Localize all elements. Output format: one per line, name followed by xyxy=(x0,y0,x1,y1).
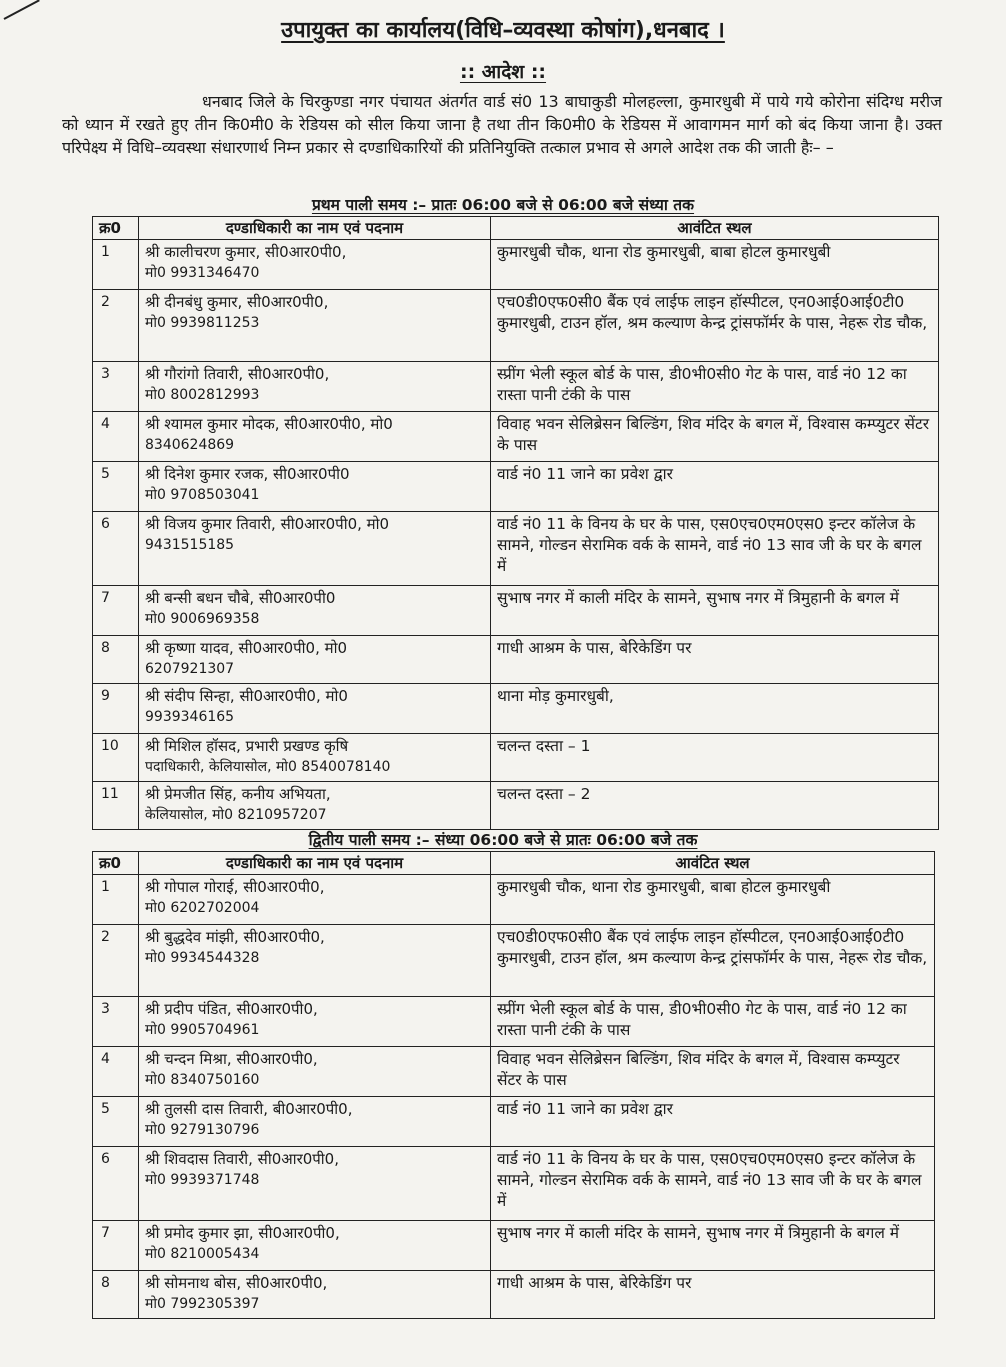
allotted-location: कुमारधुबी चौक, थाना रोड कुमारधुबी, बाबा होटल कुमारधुबी xyxy=(491,875,935,925)
magistrate-name: श्री प्रदीप पंडित, सी0आर0पी0, xyxy=(145,1000,318,1018)
magistrate-mobile: मो0 8210005434 xyxy=(145,1246,260,1262)
allotted-location: वार्ड नं0 11 के विनय के घर के पास, एस0एच0एम0एस0 इन्टर कॉलेज के सामने, गोल्डन सेरामिक वर्क के सामने, वार्ड नं0 13 साव जी के घर के बगल में xyxy=(491,1147,935,1221)
serial-number: 4 xyxy=(93,412,139,462)
table-row xyxy=(93,462,939,512)
magistrate-name: श्री दिनेश कुमार रजक, सी0आर0पी0 xyxy=(145,465,350,483)
allotted-location: वार्ड नं0 11 के विनय के घर के पास, एस0एच0एम0एस0 इन्टर कॉलेज के सामने, गोल्डन सेरामिक वर्क के सामने, वार्ड नं0 13 साव जी के घर के बगल में xyxy=(491,512,939,586)
serial-number: 11 xyxy=(93,782,139,830)
magistrate-name: श्री संदीप सिन्हा, सी0आर0पी0, मो0 xyxy=(145,687,348,705)
magistrate-cell xyxy=(139,636,491,684)
serial-number: 3 xyxy=(93,362,139,412)
magistrate-mobile: मो0 9905704961 xyxy=(145,1022,260,1038)
magistrate-mobile: 6207921307 xyxy=(145,661,235,677)
magistrate-cell xyxy=(139,412,491,462)
allotted-location: चलन्त दस्ता – 1 xyxy=(491,734,939,782)
magistrate-cell xyxy=(139,362,491,412)
allotted-location: एच0डी0एफ0सी0 बैंक एवं लाईफ लाइन हॉस्पीटल, एन0आई0आई0टी0 कुमारधुबी, टाउन हॉल, श्रम कल्याण केन्द्र ट्रांसफॉर्मर के पास, नेहरू रोड चौक, xyxy=(491,290,939,362)
allotted-location: विवाह भवन सेलिब्रेसन बिल्डिंग, शिव मंदिर के बगल में, विश्वास कम्प्युटर सेंटर के पास xyxy=(491,1047,935,1097)
allotted-location: गाधी आश्रम के पास, बेरिकेडिंग पर xyxy=(491,636,939,684)
serial-number: 8 xyxy=(93,636,139,684)
magistrate-mobile: मो0 9279130796 xyxy=(145,1122,260,1138)
magistrate-cell xyxy=(139,240,491,290)
table-header-row xyxy=(93,852,935,875)
magistrate-name: श्री गोपाल गोराई, सी0आर0पी0, xyxy=(145,878,325,896)
magistrate-mobile: पदाधिकारी, केलियासोल, मो0 8540078140 xyxy=(145,759,391,775)
serial-number: 7 xyxy=(93,1221,139,1271)
magistrate-name: श्री विजय कुमार तिवारी, सी0आर0पी0, मो0 xyxy=(145,515,390,533)
magistrate-mobile: मो0 9006969358 xyxy=(145,611,260,627)
magistrate-name: श्री प्रेमजीत सिंह, कनीय अभियता, xyxy=(145,785,331,803)
allotted-location: वार्ड नं0 11 जाने का प्रवेश द्वार xyxy=(491,1097,935,1147)
allotted-location: कुमारधुबी चौक, थाना रोड कुमारधुबी, बाबा होटल कुमारधुबी xyxy=(491,240,939,290)
table-row xyxy=(93,290,939,362)
table-header-row xyxy=(93,217,939,240)
office-title: उपायुक्त का कार्यालय(विधि–व्यवस्था कोषांग),धनबाद । xyxy=(281,18,725,43)
table-row xyxy=(93,512,939,586)
serial-number: 7 xyxy=(93,586,139,636)
table-row xyxy=(93,734,939,782)
magistrate-cell xyxy=(139,782,491,830)
serial-number: 1 xyxy=(93,875,139,925)
shift1-heading: प्रथम पाली समय :– प्रातः 06:00 बजे से 06:00 बजे संध्या तक xyxy=(311,196,695,214)
magistrate-cell xyxy=(139,1147,491,1221)
shift1-table xyxy=(92,216,939,830)
magistrate-mobile: मो0 8340750160 xyxy=(145,1072,260,1088)
magistrate-mobile: मो0 7992305397 xyxy=(145,1296,260,1312)
allotted-location: थाना मोड़ कुमारधुबी, xyxy=(491,684,939,734)
table-row xyxy=(93,925,935,997)
magistrate-name: श्री बुद्धदेव मांझी, सी0आर0पी0, xyxy=(145,928,325,946)
table-row xyxy=(93,875,935,925)
table-row xyxy=(93,1147,935,1221)
magistrate-mobile: मो0 9931346470 xyxy=(145,265,260,281)
magistrate-cell xyxy=(139,290,491,362)
col-header-location: आवंटित स्थल xyxy=(491,217,939,240)
magistrate-cell xyxy=(139,1097,491,1147)
table-row xyxy=(93,1097,935,1147)
serial-number: 8 xyxy=(93,1271,139,1319)
magistrate-cell xyxy=(139,925,491,997)
magistrate-name: श्री सोमनाथ बोस, सी0आर0पी0, xyxy=(145,1274,328,1292)
magistrate-cell xyxy=(139,1221,491,1271)
shift2-table xyxy=(92,851,935,1319)
magistrate-mobile: 9431515185 xyxy=(145,537,235,553)
allotted-location: विवाह भवन सेलिब्रेसन बिल्डिंग, शिव मंदिर के बगल में, विश्वास कम्प्युटर सेंटर के पास xyxy=(491,412,939,462)
magistrate-cell xyxy=(139,875,491,925)
table-row xyxy=(93,684,939,734)
magistrate-name: श्री तुलसी दास तिवारी, बी0आर0पी0, xyxy=(145,1100,353,1118)
magistrate-mobile: 9939346165 xyxy=(145,709,235,725)
serial-number: 3 xyxy=(93,997,139,1047)
serial-number: 2 xyxy=(93,925,139,997)
table-row xyxy=(93,782,939,830)
table-row xyxy=(93,586,939,636)
col-header-name: दण्डाधिकारी का नाम एवं पदनाम xyxy=(139,217,491,240)
magistrate-mobile: मो0 9934544328 xyxy=(145,950,260,966)
serial-number: 2 xyxy=(93,290,139,362)
magistrate-cell xyxy=(139,684,491,734)
magistrate-cell xyxy=(139,734,491,782)
magistrate-cell xyxy=(139,1271,491,1319)
allotted-location: चलन्त दस्ता – 2 xyxy=(491,782,939,830)
table-row xyxy=(93,240,939,290)
magistrate-name: श्री श्यामल कुमार मोदक, सी0आर0पी0, मो0 xyxy=(145,415,393,433)
magistrate-cell xyxy=(139,586,491,636)
serial-number: 10 xyxy=(93,734,139,782)
table-row xyxy=(93,412,939,462)
magistrate-name: श्री प्रमोद कुमार झा, सी0आर0पी0, xyxy=(145,1224,340,1242)
col-header-location: आवंटित स्थल xyxy=(491,852,935,875)
table-row xyxy=(93,1221,935,1271)
allotted-location: वार्ड नं0 11 जाने का प्रवेश द्वार xyxy=(491,462,939,512)
col-header-name: दण्डाधिकारी का नाम एवं पदनाम xyxy=(139,852,491,875)
order-heading: :: आदेश :: xyxy=(459,61,547,83)
serial-number: 1 xyxy=(93,240,139,290)
magistrate-cell xyxy=(139,512,491,586)
serial-number: 6 xyxy=(93,512,139,586)
table-row xyxy=(93,997,935,1047)
col-header-sn: क्र0 xyxy=(93,852,139,875)
intro-paragraph: धनबाद जिले के चिरकुण्डा नगर पंचायत अंतर्गत वार्ड सं0 13 बाघाकुडी मोलहल्ला, कुमारधुबी में पाये गये कोरोना संदिग्ध मरीज को ध्यान में रखते हुए तीन कि0मी0 के रेडियस को सील किया जाना है तथा तीन कि0मी0 के रेडियस में आवागमन मार्ग को बंद किया जाना है। उक्त परिपेक्ष्य में विधि–व्यवस्था संधारणार्थ निम्न प्रकार से दण्डाधिकारियों की प्रतिनियुक्ति तत्काल प्रभाव से अगले आदेश तक की जाती हैः– – xyxy=(62,92,942,157)
shift2-heading: द्वितीय पाली समय :– संध्या 06:00 बजे से प्रातः 06:00 बजे तक xyxy=(308,831,698,849)
magistrate-mobile: मो0 8002812993 xyxy=(145,387,260,403)
allotted-location: गाधी आश्रम के पास, बेरिकेडिंग पर xyxy=(491,1271,935,1319)
table-row xyxy=(93,636,939,684)
allotted-location: स्प्रींग भेली स्कूल बोर्ड के पास, डी0भी0सी0 गेट के पास, वार्ड नं0 12 का रास्ता पानी टंकी के पास xyxy=(491,997,935,1047)
col-header-sn: क्र0 xyxy=(93,217,139,240)
magistrate-mobile: मो0 6202702004 xyxy=(145,900,260,916)
magistrate-name: श्री मिशिल हॉसद, प्रभारी प्रखण्ड कृषि xyxy=(145,737,349,755)
magistrate-cell xyxy=(139,997,491,1047)
magistrate-name: श्री दीनबंधु कुमार, सी0आर0पी0, xyxy=(145,293,329,311)
magistrate-name: श्री कृष्णा यादव, सी0आर0पी0, मो0 xyxy=(145,639,348,657)
magistrate-name: श्री चन्दन मिश्रा, सी0आर0पी0, xyxy=(145,1050,318,1068)
magistrate-name: श्री गौरांगो तिवारी, सी0आर0पी0, xyxy=(145,365,330,383)
serial-number: 4 xyxy=(93,1047,139,1097)
magistrate-cell xyxy=(139,1047,491,1097)
magistrate-mobile: मो0 9708503041 xyxy=(145,487,260,503)
serial-number: 5 xyxy=(93,462,139,512)
allotted-location: एच0डी0एफ0सी0 बैंक एवं लाईफ लाइन हॉस्पीटल, एन0आई0आई0टी0 कुमारधुबी, टाउन हॉल, श्रम कल्याण केन्द्र ट्रांसफॉर्मर के पास, नेहरू रोड चौक, xyxy=(491,925,935,997)
magistrate-mobile: मो0 9939371748 xyxy=(145,1172,260,1188)
magistrate-name: श्री शिवदास तिवारी, सी0आर0पी0, xyxy=(145,1150,339,1168)
table-row xyxy=(93,1047,935,1097)
table-row xyxy=(93,362,939,412)
serial-number: 6 xyxy=(93,1147,139,1221)
table-row xyxy=(93,1271,935,1319)
serial-number: 5 xyxy=(93,1097,139,1147)
allotted-location: सुभाष नगर में काली मंदिर के सामने, सुभाष नगर में त्रिमुहानी के बगल में xyxy=(491,1221,935,1271)
magistrate-cell xyxy=(139,462,491,512)
magistrate-mobile: 8340624869 xyxy=(145,437,235,453)
magistrate-name: श्री बन्सी बधन चौबे, सी0आर0पी0 xyxy=(145,589,336,607)
magistrate-mobile: मो0 9939811253 xyxy=(145,315,260,331)
magistrate-name: श्री कालीचरण कुमार, सी0आर0पी0, xyxy=(145,243,347,261)
allotted-location: स्प्रींग भेली स्कूल बोर्ड के पास, डी0भी0सी0 गेट के पास, वार्ड नं0 12 का रास्ता पानी टंकी के पास xyxy=(491,362,939,412)
serial-number: 9 xyxy=(93,684,139,734)
magistrate-mobile: केलियासोल, मो0 8210957207 xyxy=(145,807,327,823)
allotted-location: सुभाष नगर में काली मंदिर के सामने, सुभाष नगर में त्रिमुहानी के बगल में xyxy=(491,586,939,636)
